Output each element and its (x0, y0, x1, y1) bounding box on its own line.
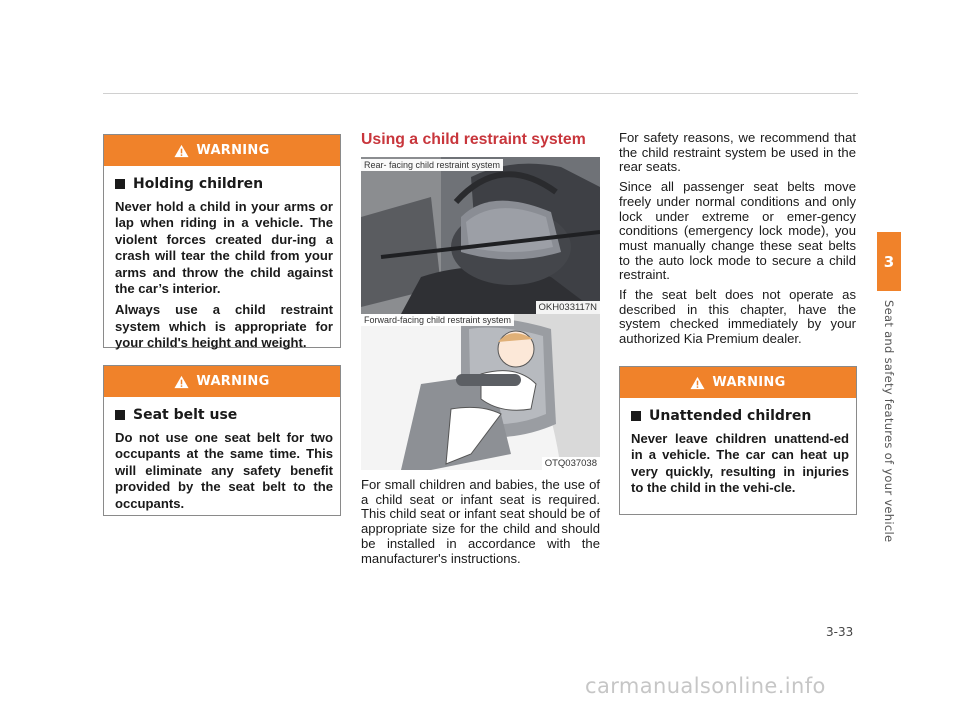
photo-caption: Forward-facing child restraint system (361, 314, 514, 326)
warning-label: WARNING (196, 374, 270, 389)
warning-label: WARNING (712, 375, 786, 390)
warning-box-seat-belt-use (103, 365, 341, 516)
body-paragraph: If the seat belt does not operate as described in this chapter, have the system checked immediately by your authorized Kia Premium dealer. (619, 287, 856, 347)
warning-header (620, 367, 856, 398)
section-title: Using a child restraint system (361, 131, 586, 148)
warning-box-holding-children (103, 134, 341, 351)
body-paragraph: For small children and babies, the use of a child seat or infant seat is required. This child seat or infant seat should be of appropriate size for the child and should be installed in accordance with the manufacturer's instructions. (361, 477, 600, 566)
watermark: carmanualsonline.info (585, 674, 826, 698)
chapter-tab: 3 (877, 232, 901, 291)
chapter-side-title: Seat and safety features of your vehicle (882, 300, 896, 543)
warning-text: Never leave children unattend-ed in a vehicle. The car can heat up very quickly, resulting in injuries to the child in the vehi-cle. (631, 431, 849, 496)
warning-title: Unattended children (631, 408, 849, 424)
top-rule (103, 93, 858, 94)
body-paragraph: For safety reasons, we recommend that the child restraint system be used in the rear seats. (619, 130, 856, 175)
warning-title: Seat belt use (115, 407, 333, 423)
warning-triangle-icon (174, 375, 189, 389)
square-bullet-icon (115, 179, 125, 189)
warning-triangle-icon (174, 144, 189, 158)
warning-text: Always use a child restraint system which is appropriate for your child's height and weight. (115, 302, 333, 351)
photo-code: OTQ037038 (542, 457, 600, 470)
warning-triangle-icon (690, 376, 705, 390)
warning-text: Never hold a child in your arms or lap when riding in a vehicle. The violent forces created dur-ing a crash will tear the child from your arms and throw the child against the car’s interior. (115, 199, 333, 297)
page-number: 3-33 (826, 625, 854, 639)
warning-title: Holding children (115, 176, 333, 192)
square-bullet-icon (115, 410, 125, 420)
warning-label: WARNING (196, 143, 270, 158)
body-paragraph: Since all passenger seat belts move freely under normal conditions and only lock under extreme or emer-gency conditions (emergency lock mode), you must manually change these seat belts to the auto lock mode to secure a child restraint. (619, 179, 856, 283)
photo-rear-facing-seat (361, 157, 600, 314)
warning-text: Do not use one seat belt for two occupants at the same time. This will eliminate any safety benefit provided by the seat belt to the occupants. (115, 430, 333, 511)
square-bullet-icon (631, 411, 641, 421)
warning-header (104, 366, 340, 397)
warning-box-unattended-children (619, 366, 857, 515)
photo-forward-facing-seat (361, 314, 600, 470)
photo-caption: Rear- facing child restraint system (361, 159, 503, 171)
photo-code: OKH033117N (536, 301, 600, 314)
right-column (619, 131, 856, 347)
warning-header (104, 135, 340, 166)
